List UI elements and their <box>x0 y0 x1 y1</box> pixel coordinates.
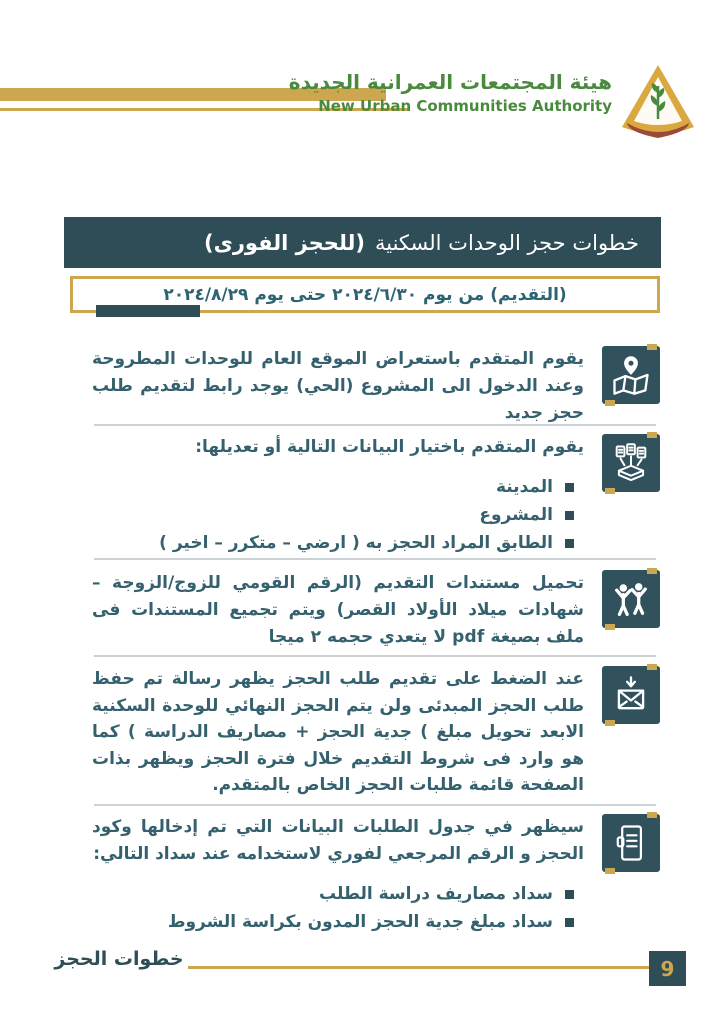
map-location-icon <box>602 346 660 404</box>
document-edit-icon <box>602 814 660 872</box>
step-bullets <box>92 473 584 557</box>
bullet-label: الطابق المراد الحجز به ( ارضي – متكرر – اخير ) <box>159 533 553 553</box>
step-submit-request <box>92 666 660 799</box>
bullet-label: المدينة <box>495 477 553 497</box>
page-number: 9 <box>649 951 686 986</box>
bullet-square-icon <box>565 483 574 492</box>
step-requests-table <box>92 814 660 936</box>
step-browse-site <box>92 346 660 427</box>
bullet-square-icon <box>565 890 574 899</box>
nuca-logo-icon <box>616 62 700 140</box>
bullet-item <box>92 908 574 936</box>
page-title-main: خطوات حجز الوحدات السكنية <box>375 230 639 255</box>
bullet-square-icon <box>565 918 574 927</box>
step-text: تحميل مستندات التقديم (الرقم القومي للزوج/الزوجة – شهادات ميلاد الأولاد القصر) ويتم تجميع المستندات فى ملف بصيغة pdf لا يتعدي حجمه ٢ ميجا <box>92 573 584 647</box>
envelope-download-icon <box>602 666 660 724</box>
step-text: سيظهر في جدول الطلبات البيانات التي تم إدخالها وكود الحجز و الرقم المرجعي لفوري لاستخدامه عند سداد التالي: <box>92 817 584 864</box>
bullet-square-icon <box>565 539 574 548</box>
page-title-paren: (للحجز الفورى) <box>204 230 365 255</box>
org-name-arabic: هيئة المجتمعات العمرانية الجديدة <box>288 70 612 94</box>
step-text: عند الضغط على تقديم طلب الحجز يظهر رسالة تم حفظ طلب الحجز المبدئى ولن يتم الحجز النهائي للوحدة السكنية الابعد تحويل مبلغ ) جدية الحجز + مصاريف الدراسة ) كما هو وارد فى شروط التقديم خلال فترة الحجز ويظهر بذات الصفحة قائمة طلبات الحجز الخاص بالمتقدم. <box>92 669 584 795</box>
org-name-english: New Urban Communities Authority <box>318 97 612 115</box>
bullet-item <box>92 529 574 557</box>
bullet-square-icon <box>565 511 574 520</box>
bullet-label: المشروع <box>479 505 553 525</box>
bullet-label: سداد مصاريف دراسة الطلب <box>319 884 553 904</box>
bullet-label: سداد مبلغ جدية الحجز المدون بكراسة الشروط <box>167 912 553 932</box>
step-choose-data <box>92 434 660 557</box>
submission-period-box: (التقديم) من يوم ٢٠٢٤/٦/٣٠ حتى يوم ٢٠٢٤/٨/٢٩ <box>70 276 660 313</box>
bullet-item <box>92 501 574 529</box>
footer-gold-line <box>188 966 649 969</box>
divider <box>94 655 656 657</box>
bullet-item <box>92 473 574 501</box>
page-title <box>64 217 661 268</box>
submission-period-accent <box>96 305 200 317</box>
step-upload-documents <box>92 570 660 651</box>
divider <box>94 424 656 426</box>
family-icon <box>602 570 660 628</box>
step-bullets <box>92 880 584 936</box>
bullet-item <box>92 880 574 908</box>
data-selection-icon <box>602 434 660 492</box>
divider <box>94 558 656 560</box>
step-text: يقوم المتقدم باختيار البيانات التالية أو تعديلها: <box>195 437 584 457</box>
divider <box>94 804 656 806</box>
footer-section-label: خطوات الحجز <box>54 948 184 970</box>
step-text: يقوم المتقدم باستعراض الموقع العام للوحدات المطروحة وعند الدخول الى المشروع (الحي) يوجد رابط لتقديم طلب حجز جديد <box>92 349 584 423</box>
